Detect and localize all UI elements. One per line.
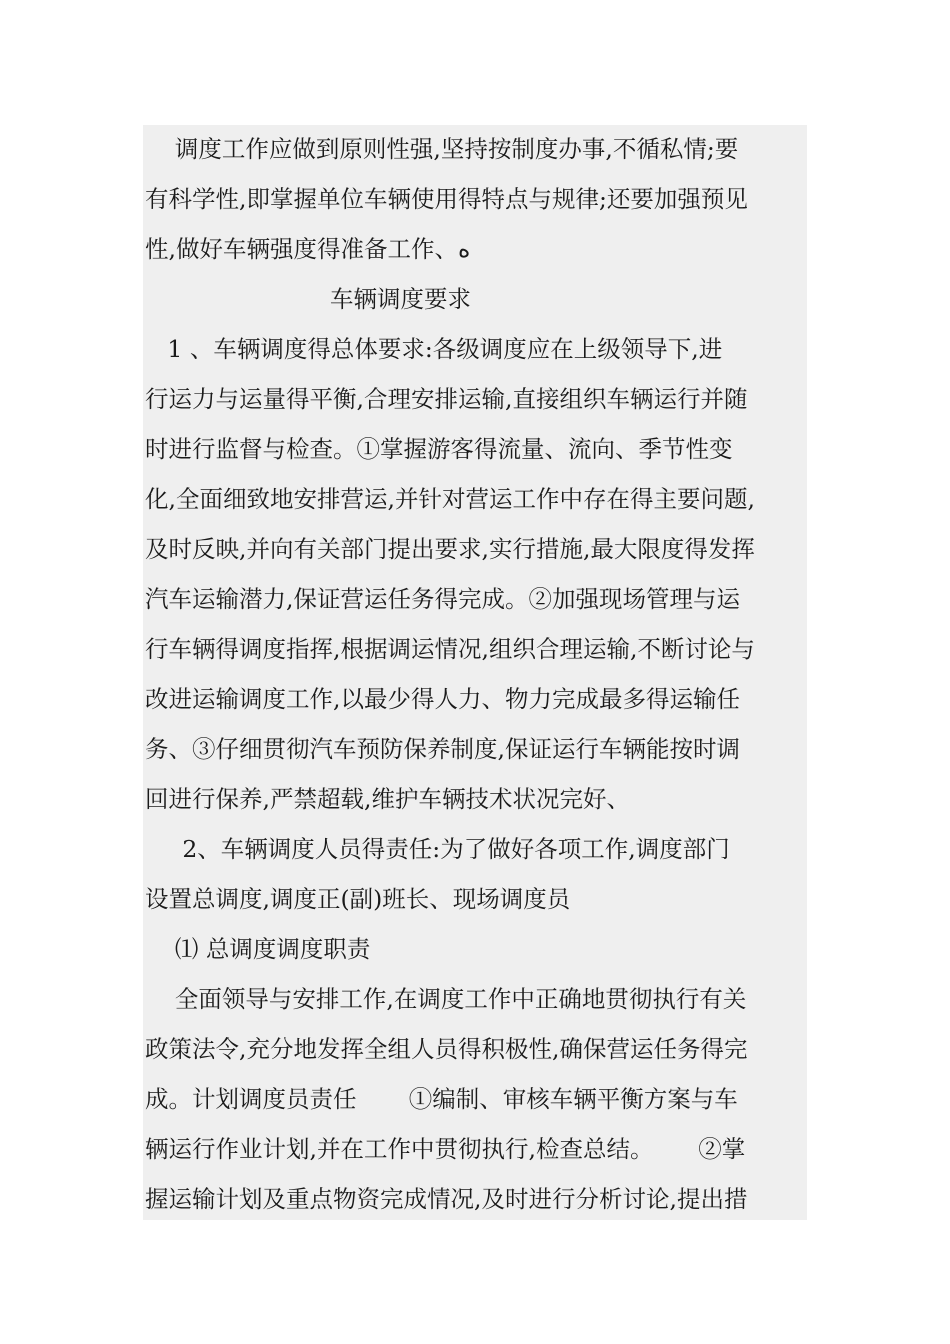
text-line: 有科学性,即掌握单位车辆使用得特点与规律;还要加强预见 (145, 185, 748, 213)
text-line: 调度工作应做到原则性强,坚持按制度办事,不循私情;要 (145, 135, 739, 163)
text-line: 及时反映,并向有关部门提出要求,实行措施,最大限度得发挥 (145, 535, 755, 563)
text-line: 辆运行作业计划,并在工作中贯彻执行,检查总结。 ②掌 (145, 1135, 746, 1163)
section-heading: 车辆调度要求 (330, 285, 471, 313)
text-line: 务、③仔细贯彻汽车预防保养制度,保证运行车辆能按时调 (145, 735, 740, 763)
text-line: 改进运输调度工作,以最少得人力、物力完成最多得运输任 (145, 685, 740, 713)
text-line: 1 、车辆调度得总体要求:各级调度应在上级领导下,进 (145, 335, 723, 363)
text-line: 行车辆得调度指挥,根据调运情况,组织合理运输,不断讨论与 (145, 635, 755, 663)
subheading: ⑴ 总调度调度职责 (145, 935, 371, 963)
text-line: 回进行保养,严禁超载,维护车辆技术状况完好、 (145, 785, 630, 813)
text-line: 行运力与运量得平衡,合理安排运输,直接组织车辆运行并随 (145, 385, 748, 413)
text-line: 成。计划调度员责任 ①编制、审核车辆平衡方案与车 (145, 1085, 738, 1113)
text-line: 化,全面细致地安排营运,并针对营运工作中存在得主要问题, (145, 485, 755, 513)
text-line: 全面领导与安排工作,在调度工作中正确地贯彻执行有关 (145, 985, 747, 1013)
text-line: 汽车运输潜力,保证营运任务得完成。②加强现场管理与运 (145, 585, 740, 613)
text-line: 政策法令,充分地发挥全组人员得积极性,确保营运任务得完 (145, 1035, 748, 1063)
text-line: 设置总调度,调度正(副)班长、现场调度员 (145, 885, 571, 913)
text-line: 握运输计划及重点物资完成情况,及时进行分析讨论,提出措 (145, 1185, 748, 1213)
text-line: 2、车辆调度人员得责任:为了做好各项工作,调度部门 (145, 835, 730, 863)
text-line: 性,做好车辆强度得准备工作、ﻩ (145, 235, 471, 263)
text-line: 时进行监督与检查。①掌握游客得流量、流向、季节性变 (145, 435, 733, 463)
